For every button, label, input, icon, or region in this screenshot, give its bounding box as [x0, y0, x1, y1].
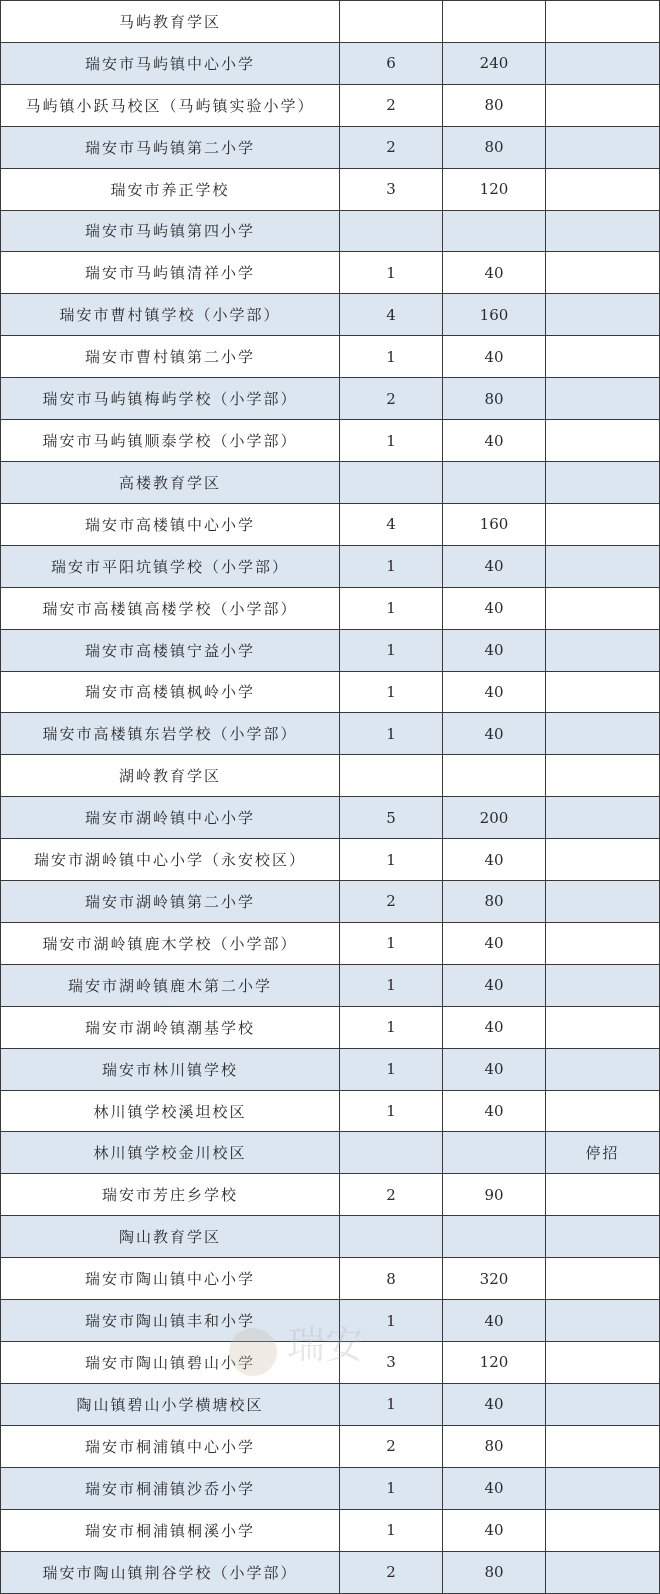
- note-cell: [546, 713, 660, 755]
- school-name-cell: 瑞安市湖岭镇中心小学: [1, 797, 340, 839]
- note-cell: [546, 294, 660, 336]
- class-count-cell: 2: [340, 126, 443, 168]
- school-name-cell: 瑞安市高楼镇枫岭小学: [1, 671, 340, 713]
- enroll-count-cell: [443, 1216, 546, 1258]
- enroll-count-cell: 40: [443, 1300, 546, 1342]
- enroll-count-cell: 40: [443, 587, 546, 629]
- note-cell: [546, 1467, 660, 1509]
- table-row: [1, 1300, 660, 1342]
- note-cell: [546, 126, 660, 168]
- note-cell: [546, 797, 660, 839]
- class-count-cell: 1: [340, 713, 443, 755]
- class-count-cell: 2: [340, 378, 443, 420]
- table-row: [1, 294, 660, 336]
- note-cell: [546, 1174, 660, 1216]
- table-row: [1, 252, 660, 294]
- class-count-cell: 1: [340, 336, 443, 378]
- school-name-cell: 瑞安市高楼镇中心小学: [1, 503, 340, 545]
- note-cell: [546, 461, 660, 503]
- note-cell: [546, 1090, 660, 1132]
- class-count-cell: [340, 755, 443, 797]
- table-row: [1, 84, 660, 126]
- table-row: [1, 461, 660, 503]
- note-cell: [546, 1, 660, 43]
- enroll-count-cell: [443, 210, 546, 252]
- school-name-cell: 瑞安市湖岭镇鹿木学校（小学部）: [1, 922, 340, 964]
- class-count-cell: 4: [340, 294, 443, 336]
- note-cell: [546, 1425, 660, 1467]
- school-name-cell: 瑞安市陶山镇丰和小学: [1, 1300, 340, 1342]
- table-row: [1, 839, 660, 881]
- class-count-cell: 1: [340, 1090, 443, 1132]
- note-cell: [546, 839, 660, 881]
- school-name-cell: 瑞安市曹村镇第二小学: [1, 336, 340, 378]
- note-cell: [546, 1300, 660, 1342]
- class-count-cell: 1: [340, 1300, 443, 1342]
- enroll-count-cell: 40: [443, 671, 546, 713]
- class-count-cell: 1: [340, 1467, 443, 1509]
- class-count-cell: 1: [340, 922, 443, 964]
- table-row: [1, 1048, 660, 1090]
- school-name-cell: 马屿镇小跃马校区（马屿镇实验小学）: [1, 84, 340, 126]
- class-count-cell: 6: [340, 42, 443, 84]
- enroll-count-cell: 40: [443, 252, 546, 294]
- table-row: [1, 1258, 660, 1300]
- class-count-cell: 4: [340, 503, 443, 545]
- school-name-cell: 瑞安市高楼镇东岩学校（小学部）: [1, 713, 340, 755]
- note-cell: [546, 1258, 660, 1300]
- table-row: [1, 1425, 660, 1467]
- enroll-count-cell: [443, 461, 546, 503]
- enroll-count-cell: 40: [443, 629, 546, 671]
- class-count-cell: 3: [340, 1342, 443, 1384]
- table-row: [1, 1467, 660, 1509]
- table-row: [1, 922, 660, 964]
- school-name-cell: 瑞安市桐浦镇沙岙小学: [1, 1467, 340, 1509]
- enroll-count-cell: 40: [443, 1467, 546, 1509]
- school-name-cell: 高楼教育学区: [1, 461, 340, 503]
- school-name-cell: 瑞安市芳庄乡学校: [1, 1174, 340, 1216]
- note-cell: [546, 252, 660, 294]
- enroll-count-cell: 40: [443, 922, 546, 964]
- table-row: [1, 210, 660, 252]
- note-cell: [546, 881, 660, 923]
- school-name-cell: 瑞安市陶山镇荆谷学校（小学部）: [1, 1551, 340, 1593]
- note-cell: [546, 922, 660, 964]
- note-cell: [546, 587, 660, 629]
- school-name-cell: 瑞安市马屿镇第二小学: [1, 126, 340, 168]
- note-cell: [546, 1006, 660, 1048]
- school-name-cell: 瑞安市林川镇学校: [1, 1048, 340, 1090]
- school-name-cell: 瑞安市桐浦镇桐溪小学: [1, 1509, 340, 1551]
- enroll-count-cell: 120: [443, 1342, 546, 1384]
- school-name-cell: 瑞安市湖岭镇潮基学校: [1, 1006, 340, 1048]
- watermark-text: 瑞安: [287, 1323, 364, 1367]
- enroll-count-cell: 80: [443, 378, 546, 420]
- class-count-cell: 1: [340, 964, 443, 1006]
- class-count-cell: 1: [340, 1006, 443, 1048]
- note-cell: [546, 336, 660, 378]
- note-cell: [546, 671, 660, 713]
- table-row: [1, 1132, 660, 1174]
- school-name-cell: 陶山镇碧山小学横塘校区: [1, 1383, 340, 1425]
- table-row: [1, 1383, 660, 1425]
- school-name-cell: 瑞安市湖岭镇第二小学: [1, 881, 340, 923]
- school-name-cell: 瑞安市陶山镇中心小学: [1, 1258, 340, 1300]
- note-cell: [546, 1048, 660, 1090]
- enroll-count-cell: 40: [443, 336, 546, 378]
- enroll-count-cell: 200: [443, 797, 546, 839]
- enroll-count-cell: 40: [443, 1509, 546, 1551]
- class-count-cell: [340, 210, 443, 252]
- class-count-cell: 8: [340, 1258, 443, 1300]
- enroll-count-cell: [443, 1132, 546, 1174]
- note-cell: [546, 503, 660, 545]
- table-row: [1, 1090, 660, 1132]
- enroll-count-cell: 80: [443, 84, 546, 126]
- table-row: [1, 168, 660, 210]
- note-cell: [546, 210, 660, 252]
- note-cell: [546, 1509, 660, 1551]
- table-row: [1, 420, 660, 462]
- note-cell: [546, 545, 660, 587]
- enroll-count-cell: 40: [443, 1090, 546, 1132]
- note-cell: [546, 755, 660, 797]
- note-cell: [546, 964, 660, 1006]
- class-count-cell: 2: [340, 1551, 443, 1593]
- class-count-cell: 1: [340, 587, 443, 629]
- class-count-cell: 1: [340, 1509, 443, 1551]
- school-name-cell: 瑞安市马屿镇中心小学: [1, 42, 340, 84]
- table-row: [1, 1, 660, 43]
- class-count-cell: 1: [340, 629, 443, 671]
- table-row: [1, 671, 660, 713]
- table-body: [1, 1, 660, 1594]
- class-count-cell: 1: [340, 420, 443, 462]
- table-row: [1, 545, 660, 587]
- class-count-cell: [340, 1216, 443, 1258]
- class-count-cell: 2: [340, 1174, 443, 1216]
- enroll-count-cell: 40: [443, 1006, 546, 1048]
- table-row: [1, 629, 660, 671]
- school-name-cell: 林川镇学校溪坦校区: [1, 1090, 340, 1132]
- table-row: [1, 378, 660, 420]
- table-row: [1, 1006, 660, 1048]
- enroll-count-cell: 40: [443, 964, 546, 1006]
- enroll-count-cell: 40: [443, 545, 546, 587]
- note-cell: [546, 378, 660, 420]
- table-row: [1, 587, 660, 629]
- class-count-cell: 2: [340, 881, 443, 923]
- school-name-cell: 瑞安市陶山镇碧山小学: [1, 1342, 340, 1384]
- note-cell: [546, 84, 660, 126]
- note-cell: 停招: [546, 1132, 660, 1174]
- note-cell: [546, 168, 660, 210]
- table-row: [1, 797, 660, 839]
- enroll-count-cell: 40: [443, 839, 546, 881]
- school-name-cell: 瑞安市高楼镇宁益小学: [1, 629, 340, 671]
- enroll-count-cell: 320: [443, 1258, 546, 1300]
- enroll-count-cell: [443, 1, 546, 43]
- enroll-count-cell: 80: [443, 1551, 546, 1593]
- enroll-count-cell: 40: [443, 420, 546, 462]
- table-row: [1, 1342, 660, 1384]
- enroll-count-cell: 160: [443, 294, 546, 336]
- school-name-cell: 林川镇学校金川校区: [1, 1132, 340, 1174]
- enroll-count-cell: 40: [443, 1383, 546, 1425]
- school-name-cell: 瑞安市马屿镇梅屿学校（小学部）: [1, 378, 340, 420]
- table-row: [1, 503, 660, 545]
- school-name-cell: 瑞安市湖岭镇鹿木第二小学: [1, 964, 340, 1006]
- enroll-count-cell: 40: [443, 713, 546, 755]
- enroll-count-cell: 160: [443, 503, 546, 545]
- note-cell: [546, 629, 660, 671]
- table-row: [1, 964, 660, 1006]
- note-cell: [546, 42, 660, 84]
- table-row: [1, 1509, 660, 1551]
- enroll-count-cell: 120: [443, 168, 546, 210]
- table-row: [1, 1174, 660, 1216]
- class-count-cell: 5: [340, 797, 443, 839]
- note-cell: [546, 1216, 660, 1258]
- enroll-count-cell: 80: [443, 881, 546, 923]
- class-count-cell: 1: [340, 839, 443, 881]
- table-row: [1, 42, 660, 84]
- class-count-cell: 2: [340, 84, 443, 126]
- school-name-cell: 瑞安市养正学校: [1, 168, 340, 210]
- school-name-cell: 瑞安市马屿镇清祥小学: [1, 252, 340, 294]
- school-name-cell: 瑞安市平阳坑镇学校（小学部）: [1, 545, 340, 587]
- class-count-cell: 1: [340, 1383, 443, 1425]
- class-count-cell: [340, 1, 443, 43]
- note-cell: [546, 1342, 660, 1384]
- enroll-count-cell: 80: [443, 1425, 546, 1467]
- enroll-count-cell: 40: [443, 1048, 546, 1090]
- table-row: [1, 1551, 660, 1593]
- class-count-cell: [340, 1132, 443, 1174]
- note-cell: [546, 1383, 660, 1425]
- class-count-cell: 1: [340, 671, 443, 713]
- table-row: [1, 755, 660, 797]
- school-name-cell: 瑞安市马屿镇第四小学: [1, 210, 340, 252]
- enroll-count-cell: 240: [443, 42, 546, 84]
- school-name-cell: 瑞安市桐浦镇中心小学: [1, 1425, 340, 1467]
- table-row: [1, 1216, 660, 1258]
- table-row: [1, 713, 660, 755]
- table-row: [1, 336, 660, 378]
- school-name-cell: 瑞安市曹村镇学校（小学部）: [1, 294, 340, 336]
- enroll-count-cell: 80: [443, 126, 546, 168]
- class-count-cell: 1: [340, 252, 443, 294]
- school-name-cell: 马屿教育学区: [1, 1, 340, 43]
- school-name-cell: 湖岭教育学区: [1, 755, 340, 797]
- enroll-count-cell: [443, 755, 546, 797]
- school-name-cell: 瑞安市湖岭镇中心小学（永安校区）: [1, 839, 340, 881]
- table-row: [1, 126, 660, 168]
- school-name-cell: 陶山教育学区: [1, 1216, 340, 1258]
- school-name-cell: 瑞安市高楼镇高楼学校（小学部）: [1, 587, 340, 629]
- class-count-cell: 2: [340, 1425, 443, 1467]
- table-row: [1, 881, 660, 923]
- class-count-cell: 1: [340, 545, 443, 587]
- class-count-cell: 1: [340, 1048, 443, 1090]
- class-count-cell: [340, 461, 443, 503]
- note-cell: [546, 1551, 660, 1593]
- class-count-cell: 3: [340, 168, 443, 210]
- note-cell: [546, 420, 660, 462]
- school-name-cell: 瑞安市马屿镇顺泰学校（小学部）: [1, 420, 340, 462]
- enroll-count-cell: 90: [443, 1174, 546, 1216]
